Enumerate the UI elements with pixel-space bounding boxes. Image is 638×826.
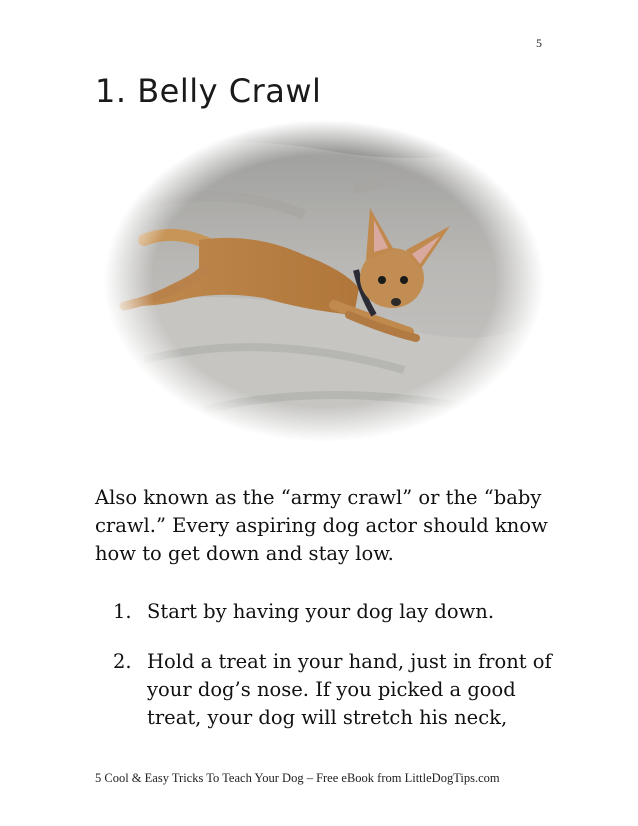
list-item [95,598,555,626]
step-number: 2. [113,650,132,673]
step-text: Hold a treat in your hand, just in front of your dog’s nose. If you picked a good treat, your dog will stretch his neck, [147,650,552,729]
list-item [95,648,555,732]
page-number: 5 [536,36,542,50]
dog-photo [104,120,544,442]
intro-paragraph: Also known as the “army crawl” or the “baby crawl.” Every aspiring dog actor should know how to get down and stay low. [95,486,548,565]
page-footer: 5 Cool & Easy Tricks To Teach Your Dog – Free eBook from LittleDogTips.com [95,771,500,785]
steps-list [95,598,555,754]
page-title: 1. Belly Crawl [95,72,322,110]
step-number: 1. [113,600,132,623]
step-text: Start by having your dog lay down. [147,600,495,623]
